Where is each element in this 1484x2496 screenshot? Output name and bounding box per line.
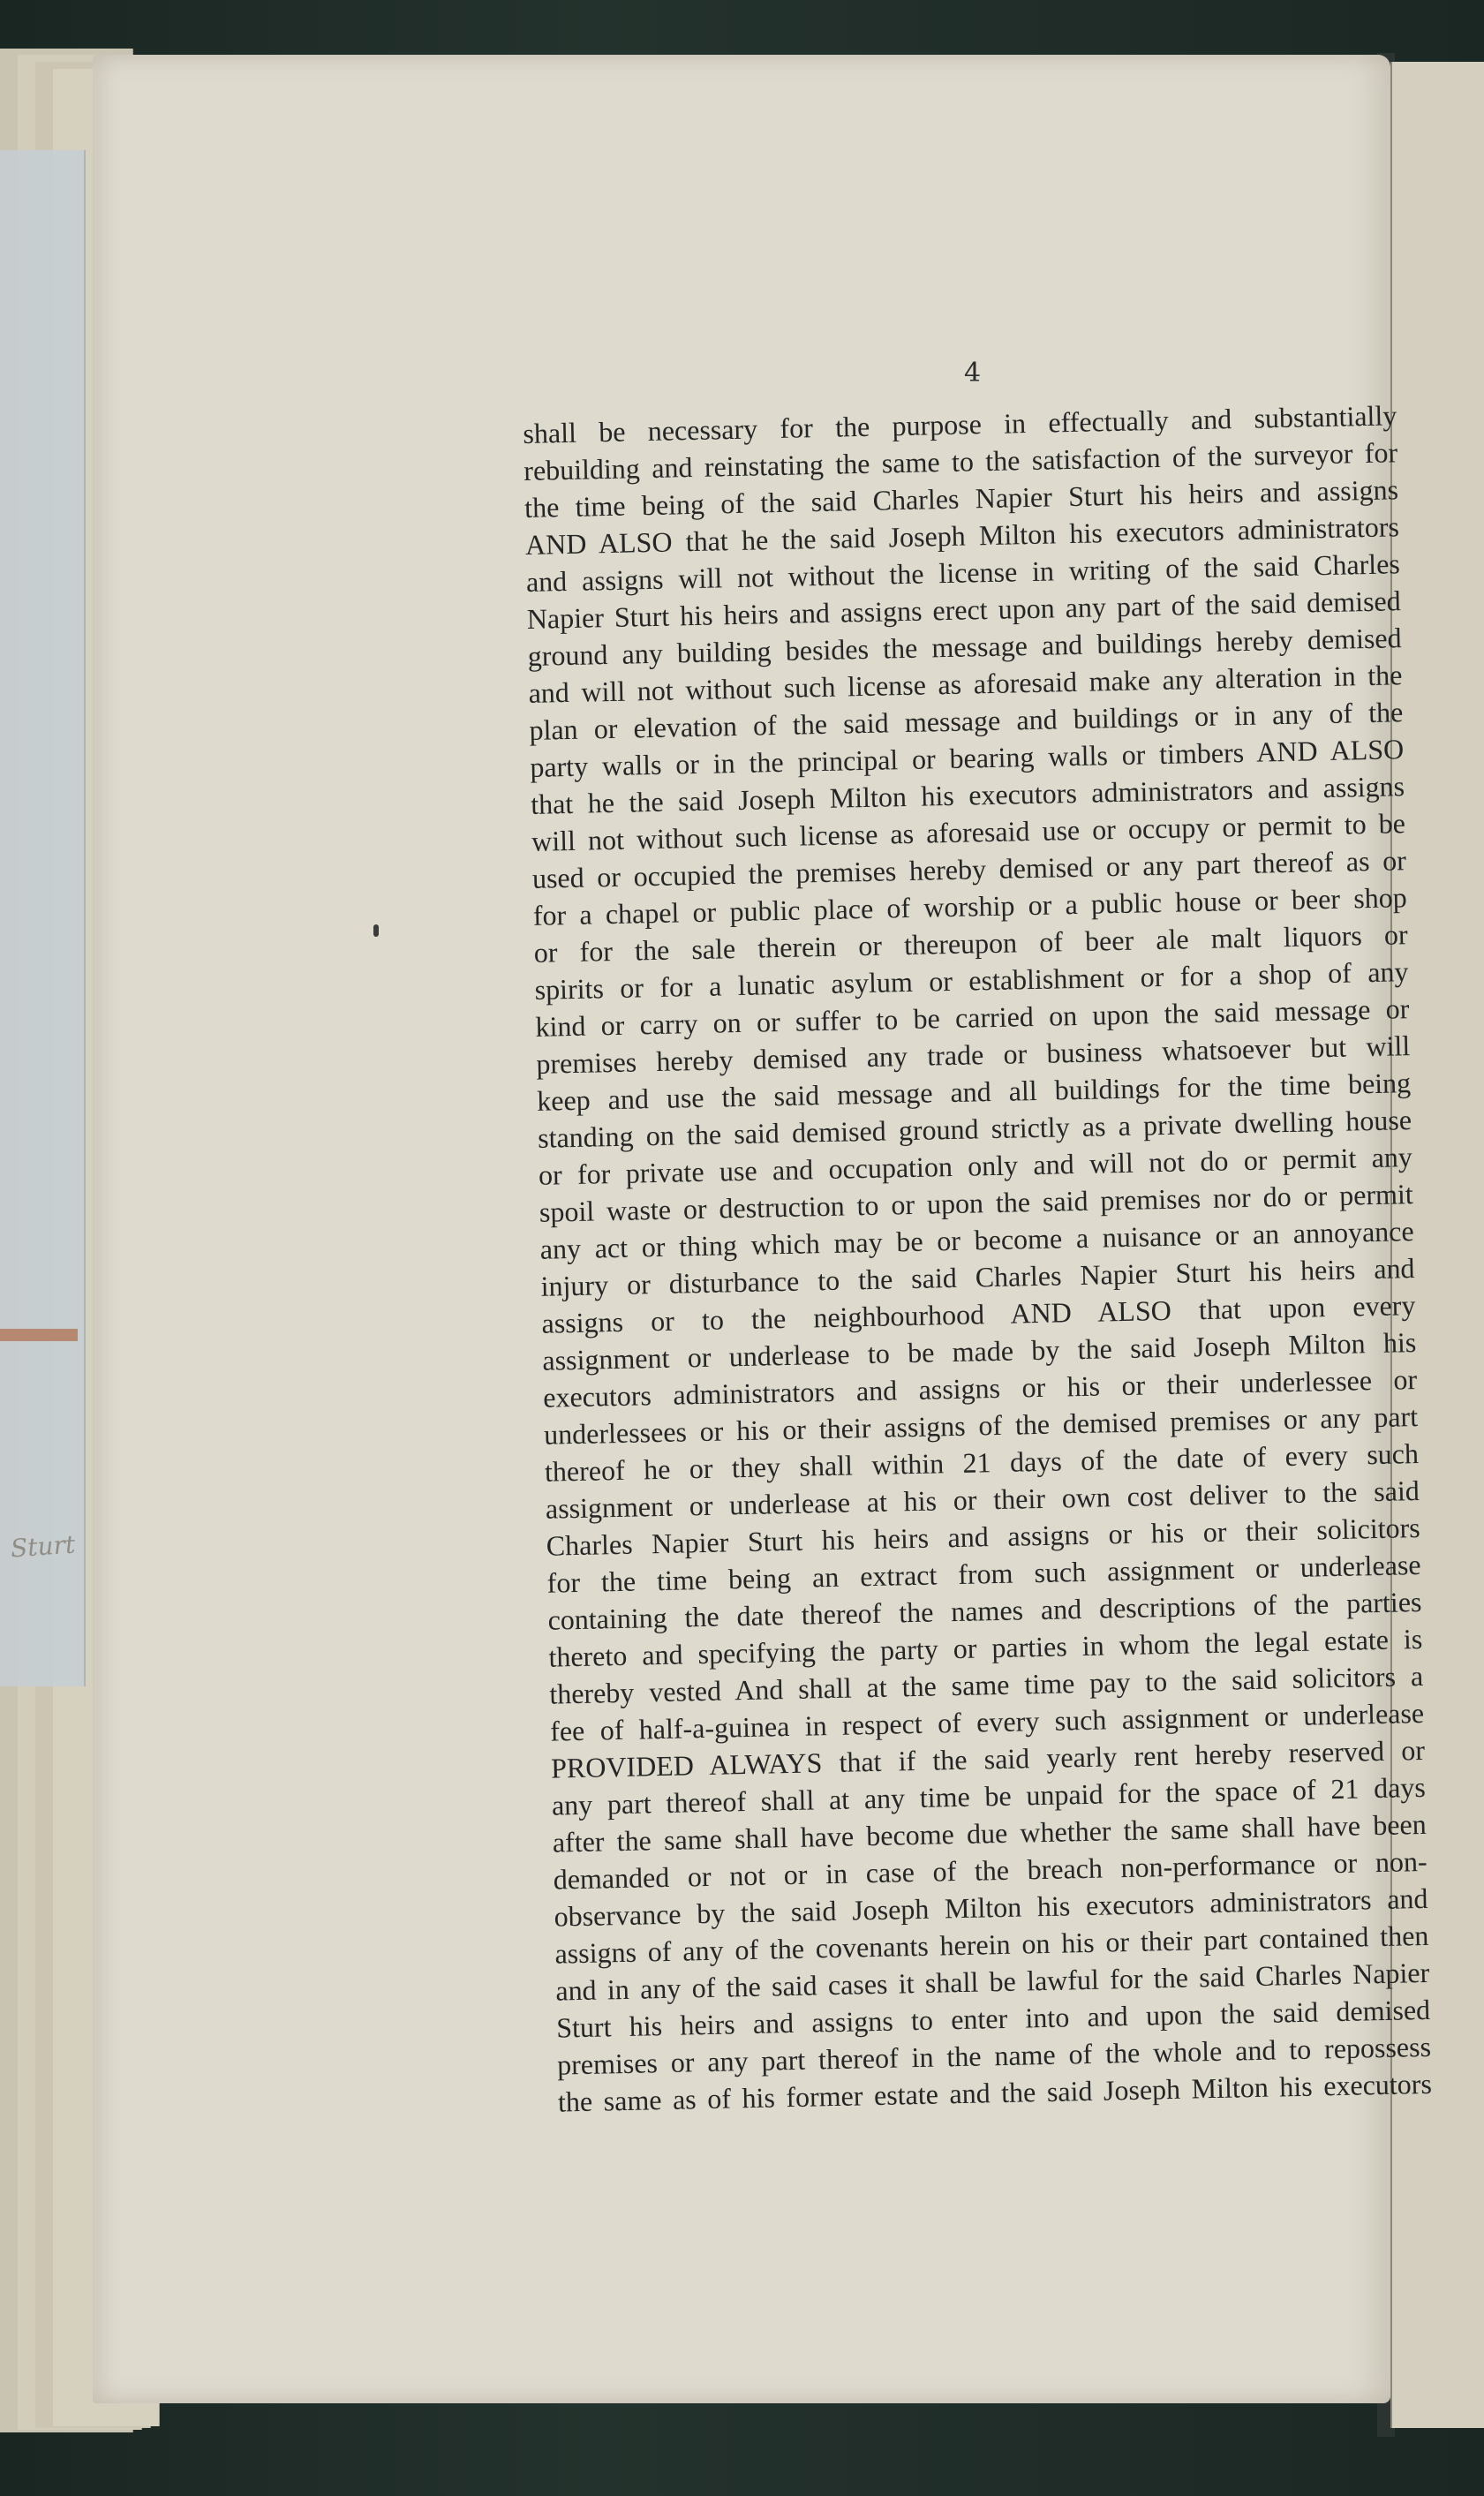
text-line: or for private use and occupation only and will not do or permit any [538, 1141, 1413, 1191]
text-line: thereof he or they shall within 21 days of the date of every such [544, 1437, 1420, 1488]
tissue-label: Sturt [9, 1529, 77, 1564]
text-line: the time being of the said Charles Napier Sturt his heirs and assigns [524, 473, 1399, 524]
text-line: and will not without such license as aforesaid make any alteration in the [528, 659, 1403, 709]
text-line: the same as of his former estate and the said Joseph Milton his executors [557, 2067, 1433, 2118]
text-line: will not without such license as aforesaid use or occupy or permit to be [531, 807, 1406, 857]
text-line: premises hereby demised any trade or business whatsoever but will [536, 1029, 1411, 1080]
tissue-red-mark [0, 1329, 78, 1341]
tissue-insert-sheet [0, 150, 86, 1686]
text-line: and in any of the said cases it shall be lawful for the said Charles Napier [555, 1956, 1430, 2007]
text-line: fee of half-a-guinea in respect of every such assignment or underlease [549, 1696, 1425, 1747]
text-line: assigns or to the neighbourhood AND ALSO that upon every [541, 1289, 1416, 1339]
text-line: after the same shall have become due whether the same shall have been [552, 1807, 1428, 1859]
text-line: underlessees or his or their assigns of the demised premises or any part [543, 1400, 1419, 1451]
text-line: or for the sale therein or thereupon of beer ale malt liquors or [533, 918, 1408, 969]
text-line: rebuilding and reinstating the same to the satisfaction of the surveyor for [523, 436, 1398, 486]
text-line: kind or carry on or suffer to be carried on upon the said message or [535, 992, 1410, 1043]
text-line: any act or thing which may be or become a nuisance or an annoyance [539, 1215, 1414, 1265]
text-line: assigns of any of the covenants herein on his or their part contained then [554, 1919, 1429, 1970]
text-line: Charles Napier Sturt his heirs and assigns or his or their solicitors [546, 1511, 1420, 1562]
text-line: any part thereof shall at any time be unpaid for the space of 21 days [551, 1770, 1427, 1821]
ink-smudge [373, 924, 379, 937]
text-line: shall be necessary for the purpose in effectually and substantially [523, 399, 1397, 449]
body-text [523, 396, 1432, 2120]
text-line: AND ALSO that he the said Joseph Milton his executors administrators [524, 510, 1400, 561]
text-line: that he the said Joseph Milton his executors administrators and assigns [530, 770, 1405, 820]
text-line: injury or disturbance to the said Charles Napier Sturt his heirs and [540, 1252, 1415, 1302]
text-line: assignment or underlease to be made by the said Joseph Milton his [542, 1326, 1417, 1376]
text-line: plan or elevation of the said message and buildings or in any of the [529, 696, 1404, 746]
text-line: executors administrators and assigns or his or their underlessee or [542, 1363, 1418, 1414]
text-line: spirits or for a lunatic asylum or establishment or for a shop of any [534, 955, 1409, 1006]
text-line: party walls or in the principal or bearing walls or timbers AND ALSO [529, 733, 1405, 783]
text-line: assignment or underlease at his or their own cost deliver to the said [545, 1474, 1420, 1525]
text-line: premises or any part thereof in the name of the whole and to repossess [556, 2030, 1432, 2081]
text-line: keep and use the said message and all buildings for the time being [536, 1067, 1412, 1117]
text-line: ground any building besides the message and buildings hereby demised [527, 622, 1402, 672]
text-line: observance by the said Joseph Milton his executors administrators and [554, 1881, 1428, 1933]
text-line: standing on the said demised ground strictly as a private dwelling house [537, 1104, 1412, 1154]
page-number: 4 [964, 358, 982, 388]
text-line: for the time being an extract from such assignment or underlease [546, 1548, 1421, 1599]
text-line: and assigns will not without the license in writing of the said Charles [525, 547, 1401, 598]
text-line: thereto and specifying the party or parties in whom the legal estate is [548, 1622, 1423, 1673]
text-line: Sturt his heirs and assigns to enter into and upon the said demised [555, 1993, 1431, 2044]
text-line: for a chapel or public place of worship or a public house or beer shop [532, 881, 1408, 931]
text-line: thereby vested And shall at the same time pay to the said solicitors a [548, 1659, 1424, 1710]
text-line: PROVIDED ALWAYS that if the said yearly rent hereby reserved or [550, 1733, 1426, 1784]
text-line: Napier Sturt his heirs and assigns erect upon any part of the said demised [526, 584, 1401, 635]
text-line: used or occupied the premises hereby demised or any part thereof as or [531, 844, 1407, 894]
text-line: spoil waste or destruction to or upon the said premises nor do or permit [539, 1178, 1414, 1228]
text-line: demanded or not or in case of the breach non-performance or non- [553, 1844, 1428, 1896]
text-line: containing the date thereof the names and descriptions of the parties [547, 1585, 1422, 1636]
